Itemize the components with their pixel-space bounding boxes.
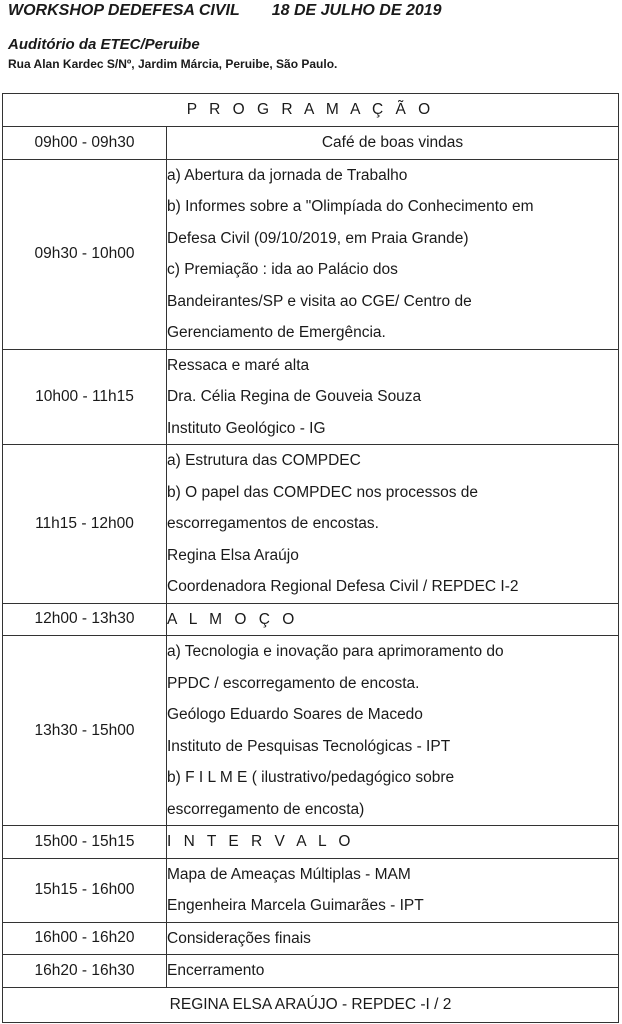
schedule-description [167,922,619,955]
schedule-row [3,858,619,922]
program-footer-row [3,987,619,1022]
schedule-description [167,127,619,160]
description-line: Instituto de Pesquisas Tecnológicas - IPT [167,737,451,755]
schedule-row [3,955,619,988]
description-line: Regina Elsa Araújo [167,546,299,564]
schedule-time: 16h00 - 16h20 [3,922,167,955]
document-header [8,0,618,72]
description-line: escorregamento de encosta) [167,800,365,818]
description-line: Mapa de Ameaças Múltiplas - MAM [167,865,411,883]
schedule-time: 16h20 - 16h30 [3,955,167,988]
workshop-title-line [8,0,618,22]
workshop-date: 18 DE JULHO DE 2019 [271,2,442,19]
description-line: Dra. Célia Regina de Gouveia Souza [167,388,422,405]
description-line: b) F I L M E ( ilustrativo/pedagógico sobre [167,769,455,786]
schedule-row [3,445,619,604]
venue-name: Auditório da ETEC/Peruibe [8,36,200,53]
description-line: A L M O Ç O [167,610,299,628]
schedule-time: 09h30 - 10h00 [3,159,167,349]
schedule-row [3,159,619,349]
program-heading: P R O G R A M A Ç Ã O [3,94,619,127]
description-line: Geólogo Eduardo Soares de Macedo [167,706,423,723]
schedule-description [167,636,619,826]
description-line: Gerenciamento de Emergência. [167,324,386,341]
schedule-description [167,349,619,445]
description-line: Defesa Civil (09/10/2019, em Praia Grande) [167,229,469,247]
description-line: Encerramento [167,962,265,979]
schedule-time: 09h00 - 09h30 [3,127,167,160]
description-line: Coordenadora Regional Defesa Civil / REPDEC I-2 [167,578,519,595]
description-line: Engenheira Marcela Guimarães - IPT [167,897,424,914]
schedule-row [3,922,619,955]
description-line: b) O papel das COMPDEC nos processos de [167,483,478,501]
schedule-time: 15h00 - 15h15 [3,826,167,859]
description-line: I N T E R V A L O [167,833,355,850]
description-line: a) Tecnologia e inovação para aprimoramento do [167,643,504,660]
schedule-row [3,349,619,445]
description-line: a) Estrutura das COMPDEC [167,452,361,469]
schedule-description [167,858,619,922]
program-table [2,93,619,1023]
schedule-description [167,955,619,988]
schedule-time: 10h00 - 11h15 [3,349,167,445]
program-footer: REGINA ELSA ARAÚJO - REPDEC -I / 2 [3,987,619,1022]
schedule-description [167,445,619,604]
schedule-description [167,159,619,349]
description-line: escorregamentos de encostas. [167,515,379,532]
schedule-description [167,826,619,859]
schedule-row [3,826,619,859]
schedule-description [167,603,619,636]
schedule-time: 11h15 - 12h00 [3,445,167,604]
description-line: Bandeirantes/SP e visita ao CGE/ Centro de [167,292,472,310]
program-heading-row [3,94,619,127]
schedule-row [3,603,619,636]
workshop-title: WORKSHOP DEDEFESA CIVIL [8,2,240,19]
venue-address: Rua Alan Kardec S/Nº, Jardim Márcia, Peruibe, São Paulo. [8,57,338,71]
description-line: PPDC / escorregamento de encosta. [167,674,420,692]
description-line: a) Abertura da jornada de Trabalho [167,166,408,184]
schedule-time: 13h30 - 15h00 [3,636,167,826]
description-line: Considerações finais [167,929,311,947]
description-line: Instituto Geológico - IG [167,419,326,437]
description-line: Ressaca e maré alta [167,356,310,374]
schedule-row [3,127,619,160]
schedule-time: 12h00 - 13h30 [3,603,167,636]
schedule-time: 15h15 - 16h00 [3,858,167,922]
description-line: c) Premiação : ida ao Palácio dos [167,261,398,278]
schedule-row [3,636,619,826]
description-line: Café de boas vindas [321,134,464,151]
description-line: b) Informes sobre a "Olimpíada do Conhecimento em [167,198,534,215]
